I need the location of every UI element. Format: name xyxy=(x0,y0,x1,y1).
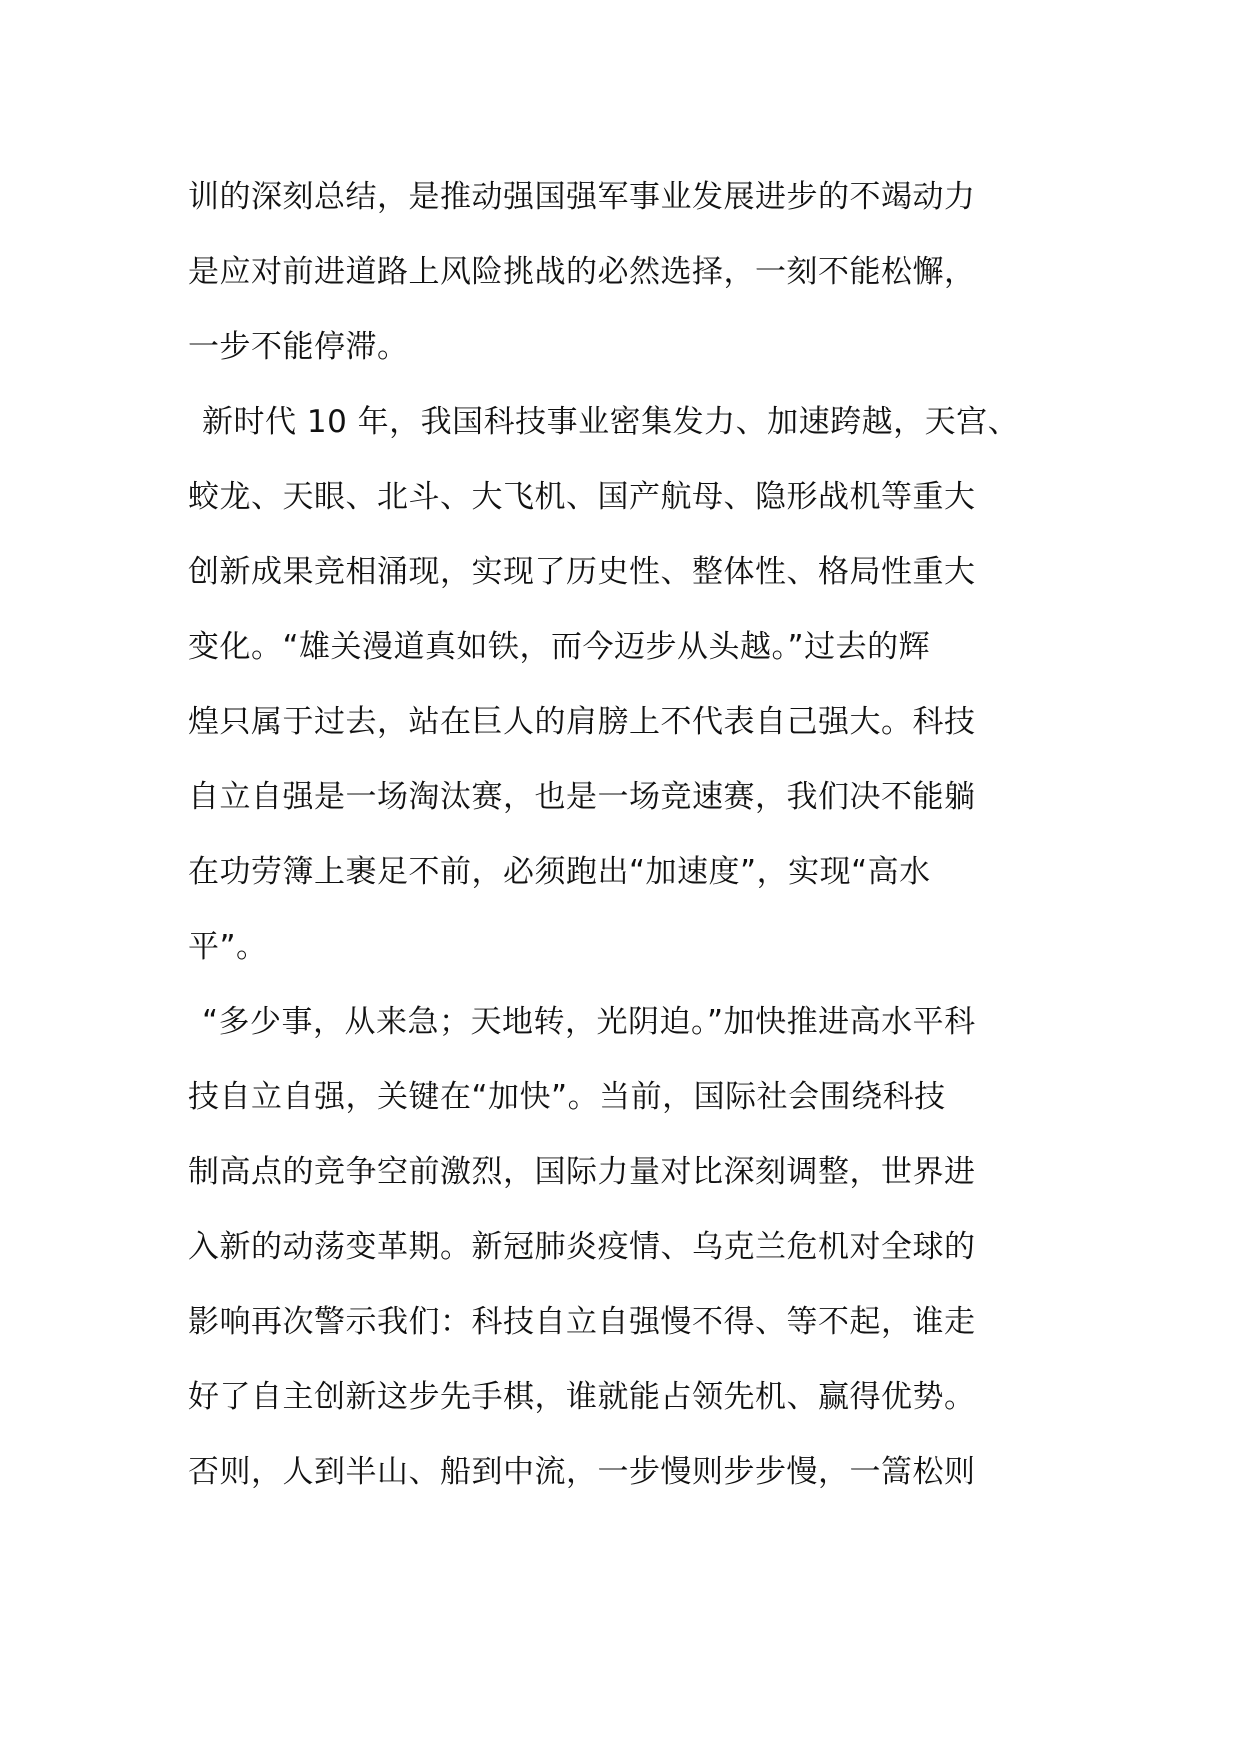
paragraph-1 xyxy=(188,160,1068,385)
text-line: 平”。 xyxy=(188,929,268,965)
paragraph-3 xyxy=(188,985,1068,1510)
paragraph-2 xyxy=(188,385,1068,985)
text-line: 制高点的竞争空前激烈，国际力量对比深刻调整，世界进 xyxy=(188,1154,976,1190)
text-line: 煌只属于过去，站在巨人的肩膀上不代表自己强大。科技 xyxy=(188,704,976,740)
text-line: 否则，人到半山、船到中流，一步慢则步步慢，一篙松则 xyxy=(188,1454,976,1490)
text-line: 自立自强是一场淘汰赛，也是一场竞速赛，我们决不能躺 xyxy=(188,779,976,815)
text-line: 一步不能停滞。 xyxy=(188,329,409,365)
text-line: 在功劳簿上裹足不前，必须跑出“加速度”，实现“高水 xyxy=(188,854,931,890)
text-line: 入新的动荡变革期。新冠肺炎疫情、乌克兰危机对全球的 xyxy=(188,1229,976,1265)
text-line: 新时代 10 年，我国科技事业密集发力、加速跨越，天宫、 xyxy=(202,404,1020,440)
text-line: “多少事，从来急；天地转，光阴迫。”加快推进高水平科 xyxy=(202,1004,976,1040)
text-line: 蛟龙、天眼、北斗、大飞机、国产航母、隐形战机等重大 xyxy=(188,479,976,515)
text-line: 技自立自强，关键在“加快”。当前，国际社会围绕科技 xyxy=(188,1079,946,1115)
text-line: 好了自主创新这步先手棋，谁就能占领先机、赢得优势。 xyxy=(188,1379,976,1415)
text-line: 是应对前进道路上风险挑战的必然选择，一刻不能松懈， xyxy=(188,254,976,290)
text-line: 创新成果竞相涌现，实现了历史性、整体性、格局性重大 xyxy=(188,554,976,590)
text-line: 变化。“雄关漫道真如铁，而今迈步从头越。”过去的辉 xyxy=(188,629,931,665)
text-line: 影响再次警示我们：科技自立自强慢不得、等不起，谁走 xyxy=(188,1304,976,1340)
body-text xyxy=(188,160,1068,1510)
text-line: 训的深刻总结，是推动强国强军事业发展进步的不竭动力 xyxy=(188,179,976,215)
